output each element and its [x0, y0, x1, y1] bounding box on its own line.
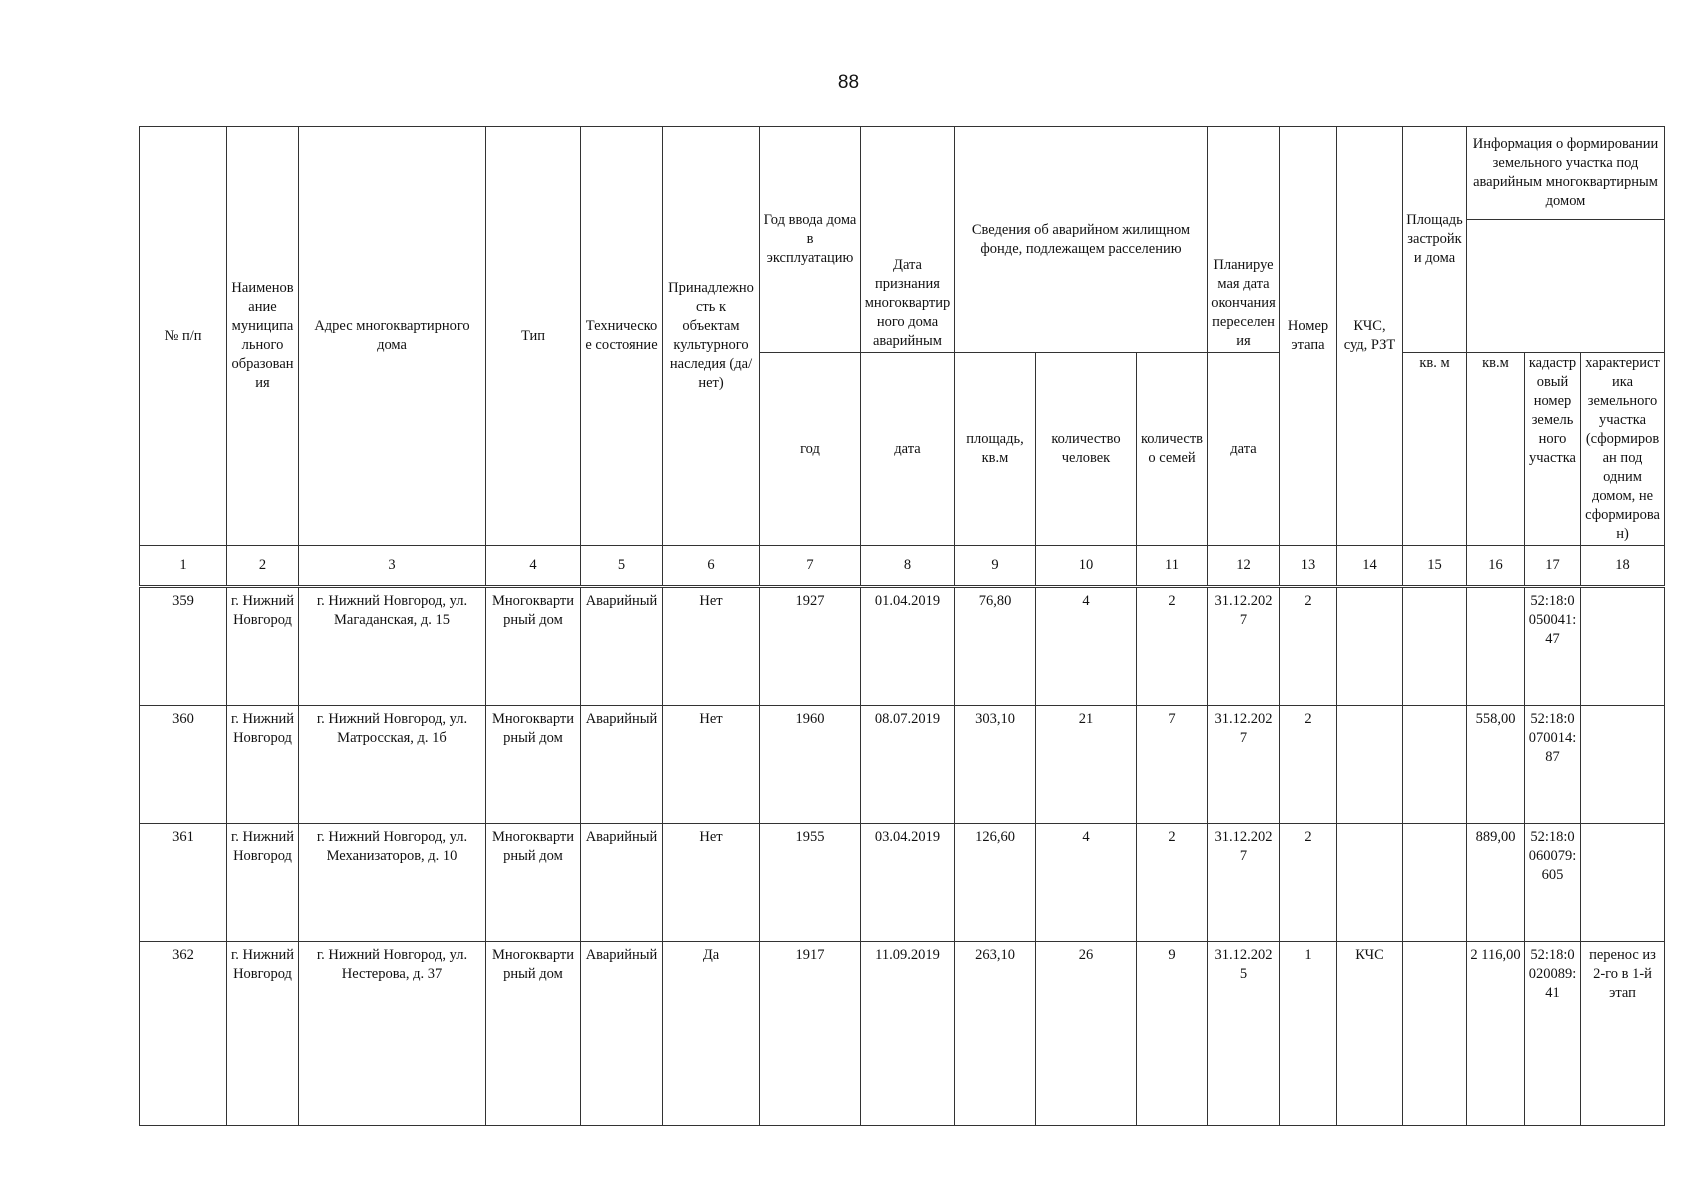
column-number: 11: [1137, 546, 1208, 586]
row-heritage: Нет: [663, 824, 760, 942]
row-number: 361: [140, 824, 227, 942]
column-number: 5: [581, 546, 663, 586]
column-number: 7: [760, 546, 861, 586]
row-kchs: [1337, 824, 1403, 942]
row-families: 7: [1137, 706, 1208, 824]
row-number: 362: [140, 942, 227, 1126]
column-number: 17: [1525, 546, 1581, 586]
row-heritage: Нет: [663, 588, 760, 706]
row-build-area: [1403, 824, 1467, 942]
row-year: 1960: [760, 706, 861, 824]
row-stage: 2: [1280, 824, 1337, 942]
column-number: 6: [663, 546, 760, 586]
row-end-date: 31.12.2027: [1208, 706, 1280, 824]
header-heritage: Принадлежность к объектам культурного наследия (да/нет): [663, 127, 760, 546]
header-stage: Номер этапа: [1280, 127, 1337, 546]
header-land-group-title: Информация о формировании земельного участка под аварийным многоквартирным домом: [1467, 127, 1664, 220]
column-number: 14: [1337, 546, 1403, 586]
subheader-cadastral: кадастровый номер земельного участка: [1525, 353, 1581, 546]
header-municipality: Наименование муниципального образования: [227, 127, 299, 546]
column-number: 2: [227, 546, 299, 586]
column-number: 18: [1581, 546, 1665, 586]
row-cadastral: 52:18:0070014:87: [1525, 706, 1581, 824]
row-cadastral: 52:18:0060079:605: [1525, 824, 1581, 942]
row-municipality: г. Нижний Новгород: [227, 942, 299, 1126]
column-number: 9: [955, 546, 1036, 586]
header-number: № п/п: [140, 127, 227, 546]
row-year: 1917: [760, 942, 861, 1126]
row-end-date: 31.12.2025: [1208, 942, 1280, 1126]
row-address: г. Нижний Новгород, ул. Механизаторов, д. 10: [299, 824, 486, 942]
subheader-year: год: [760, 353, 861, 546]
row-type: Многоквартирный дом: [486, 706, 581, 824]
column-number: 4: [486, 546, 581, 586]
row-area: 303,10: [955, 706, 1036, 824]
header-recognition-date: Дата признания многоквартирного дома аварийным: [861, 127, 955, 353]
row-families: 2: [1137, 588, 1208, 706]
row-municipality: г. Нижний Новгород: [227, 588, 299, 706]
row-address: г. Нижний Новгород, ул. Матросская, д. 1б: [299, 706, 486, 824]
row-cadastral: 52:18:0050041:47: [1525, 588, 1581, 706]
row-people: 4: [1036, 824, 1137, 942]
row-stage: 1: [1280, 942, 1337, 1126]
row-condition: Аварийный: [581, 588, 663, 706]
row-families: 9: [1137, 942, 1208, 1126]
row-recognition-date: 11.09.2019: [861, 942, 955, 1126]
subheader-land-area-unit: кв.м: [1467, 353, 1525, 546]
row-land-characteristic: [1581, 824, 1665, 942]
row-cadastral: 52:18:0020089:41: [1525, 942, 1581, 1126]
row-land-area: 889,00: [1467, 824, 1525, 942]
subheader-date: дата: [861, 353, 955, 546]
row-number: 360: [140, 706, 227, 824]
row-land-characteristic: [1581, 706, 1665, 824]
row-build-area: [1403, 942, 1467, 1126]
column-number: 8: [861, 546, 955, 586]
header-build-area: Площадь застройки дома: [1403, 127, 1467, 353]
row-type: Многоквартирный дом: [486, 942, 581, 1126]
header-land-group: [1467, 127, 1665, 353]
column-number: 15: [1403, 546, 1467, 586]
header-end-date: Планируемая дата окончания переселения: [1208, 127, 1280, 353]
row-people: 4: [1036, 588, 1137, 706]
subheader-people: количество человек: [1036, 353, 1137, 546]
header-row-main: [140, 127, 1665, 353]
table-row: [140, 706, 1665, 824]
column-number: 16: [1467, 546, 1525, 586]
row-municipality: г. Нижний Новгород: [227, 706, 299, 824]
row-stage: 2: [1280, 588, 1337, 706]
row-type: Многоквартирный дом: [486, 824, 581, 942]
row-people: 21: [1036, 706, 1137, 824]
header-year: Год ввода дома в эксплуатацию: [760, 127, 861, 353]
subheader-area: площадь, кв.м: [955, 353, 1036, 546]
header-address: Адрес многоквартирного дома: [299, 127, 486, 546]
row-year: 1927: [760, 588, 861, 706]
subheader-families: количество семей: [1137, 353, 1208, 546]
row-land-characteristic: [1581, 588, 1665, 706]
column-number: 1: [140, 546, 227, 586]
row-heritage: Нет: [663, 706, 760, 824]
row-condition: Аварийный: [581, 824, 663, 942]
row-year: 1955: [760, 824, 861, 942]
column-number: 12: [1208, 546, 1280, 586]
row-people: 26: [1036, 942, 1137, 1126]
row-families: 2: [1137, 824, 1208, 942]
subheader-land-characteristic: характеристика земельного участка (сформирован под одним домом, не сформирован): [1581, 353, 1665, 546]
row-land-area: 2 116,00: [1467, 942, 1525, 1126]
subheader-end-date: дата: [1208, 353, 1280, 546]
row-recognition-date: 01.04.2019: [861, 588, 955, 706]
row-end-date: 31.12.2027: [1208, 824, 1280, 942]
column-number: 3: [299, 546, 486, 586]
row-end-date: 31.12.2027: [1208, 588, 1280, 706]
row-address: г. Нижний Новгород, ул. Нестерова, д. 37: [299, 942, 486, 1126]
header-kchs: КЧС, суд, РЗТ: [1337, 127, 1403, 546]
header-condition: Техническое состояние: [581, 127, 663, 546]
row-heritage: Да: [663, 942, 760, 1126]
row-kchs: [1337, 706, 1403, 824]
header-type: Тип: [486, 127, 581, 546]
row-type: Многоквартирный дом: [486, 588, 581, 706]
row-land-area: 558,00: [1467, 706, 1525, 824]
row-land-characteristic: перенос из 2-го в 1-й этап: [1581, 942, 1665, 1126]
table-row: [140, 824, 1665, 942]
row-municipality: г. Нижний Новгород: [227, 824, 299, 942]
column-number: 10: [1036, 546, 1137, 586]
row-kchs: КЧС: [1337, 942, 1403, 1126]
page-number: 88: [837, 72, 860, 93]
subheader-build-area-unit: кв. м: [1403, 353, 1467, 546]
row-recognition-date: 03.04.2019: [861, 824, 955, 942]
row-land-area: [1467, 588, 1525, 706]
row-recognition-date: 08.07.2019: [861, 706, 955, 824]
row-area: 263,10: [955, 942, 1036, 1126]
row-kchs: [1337, 588, 1403, 706]
row-build-area: [1403, 588, 1467, 706]
row-area: 126,60: [955, 824, 1036, 942]
row-area: 76,80: [955, 588, 1036, 706]
row-build-area: [1403, 706, 1467, 824]
column-number-row: [140, 546, 1665, 586]
row-condition: Аварийный: [581, 942, 663, 1126]
row-condition: Аварийный: [581, 706, 663, 824]
table-row: [140, 588, 1665, 706]
table-body: [140, 588, 1665, 1126]
row-number: 359: [140, 588, 227, 706]
row-stage: 2: [1280, 706, 1337, 824]
column-number: 13: [1280, 546, 1337, 586]
emergency-housing-table: [139, 126, 1665, 1126]
header-housing-info-group: Сведения об аварийном жилищном фонде, подлежащем расселению: [955, 127, 1208, 353]
table-row: [140, 942, 1665, 1126]
row-address: г. Нижний Новгород, ул. Магаданская, д. 15: [299, 588, 486, 706]
